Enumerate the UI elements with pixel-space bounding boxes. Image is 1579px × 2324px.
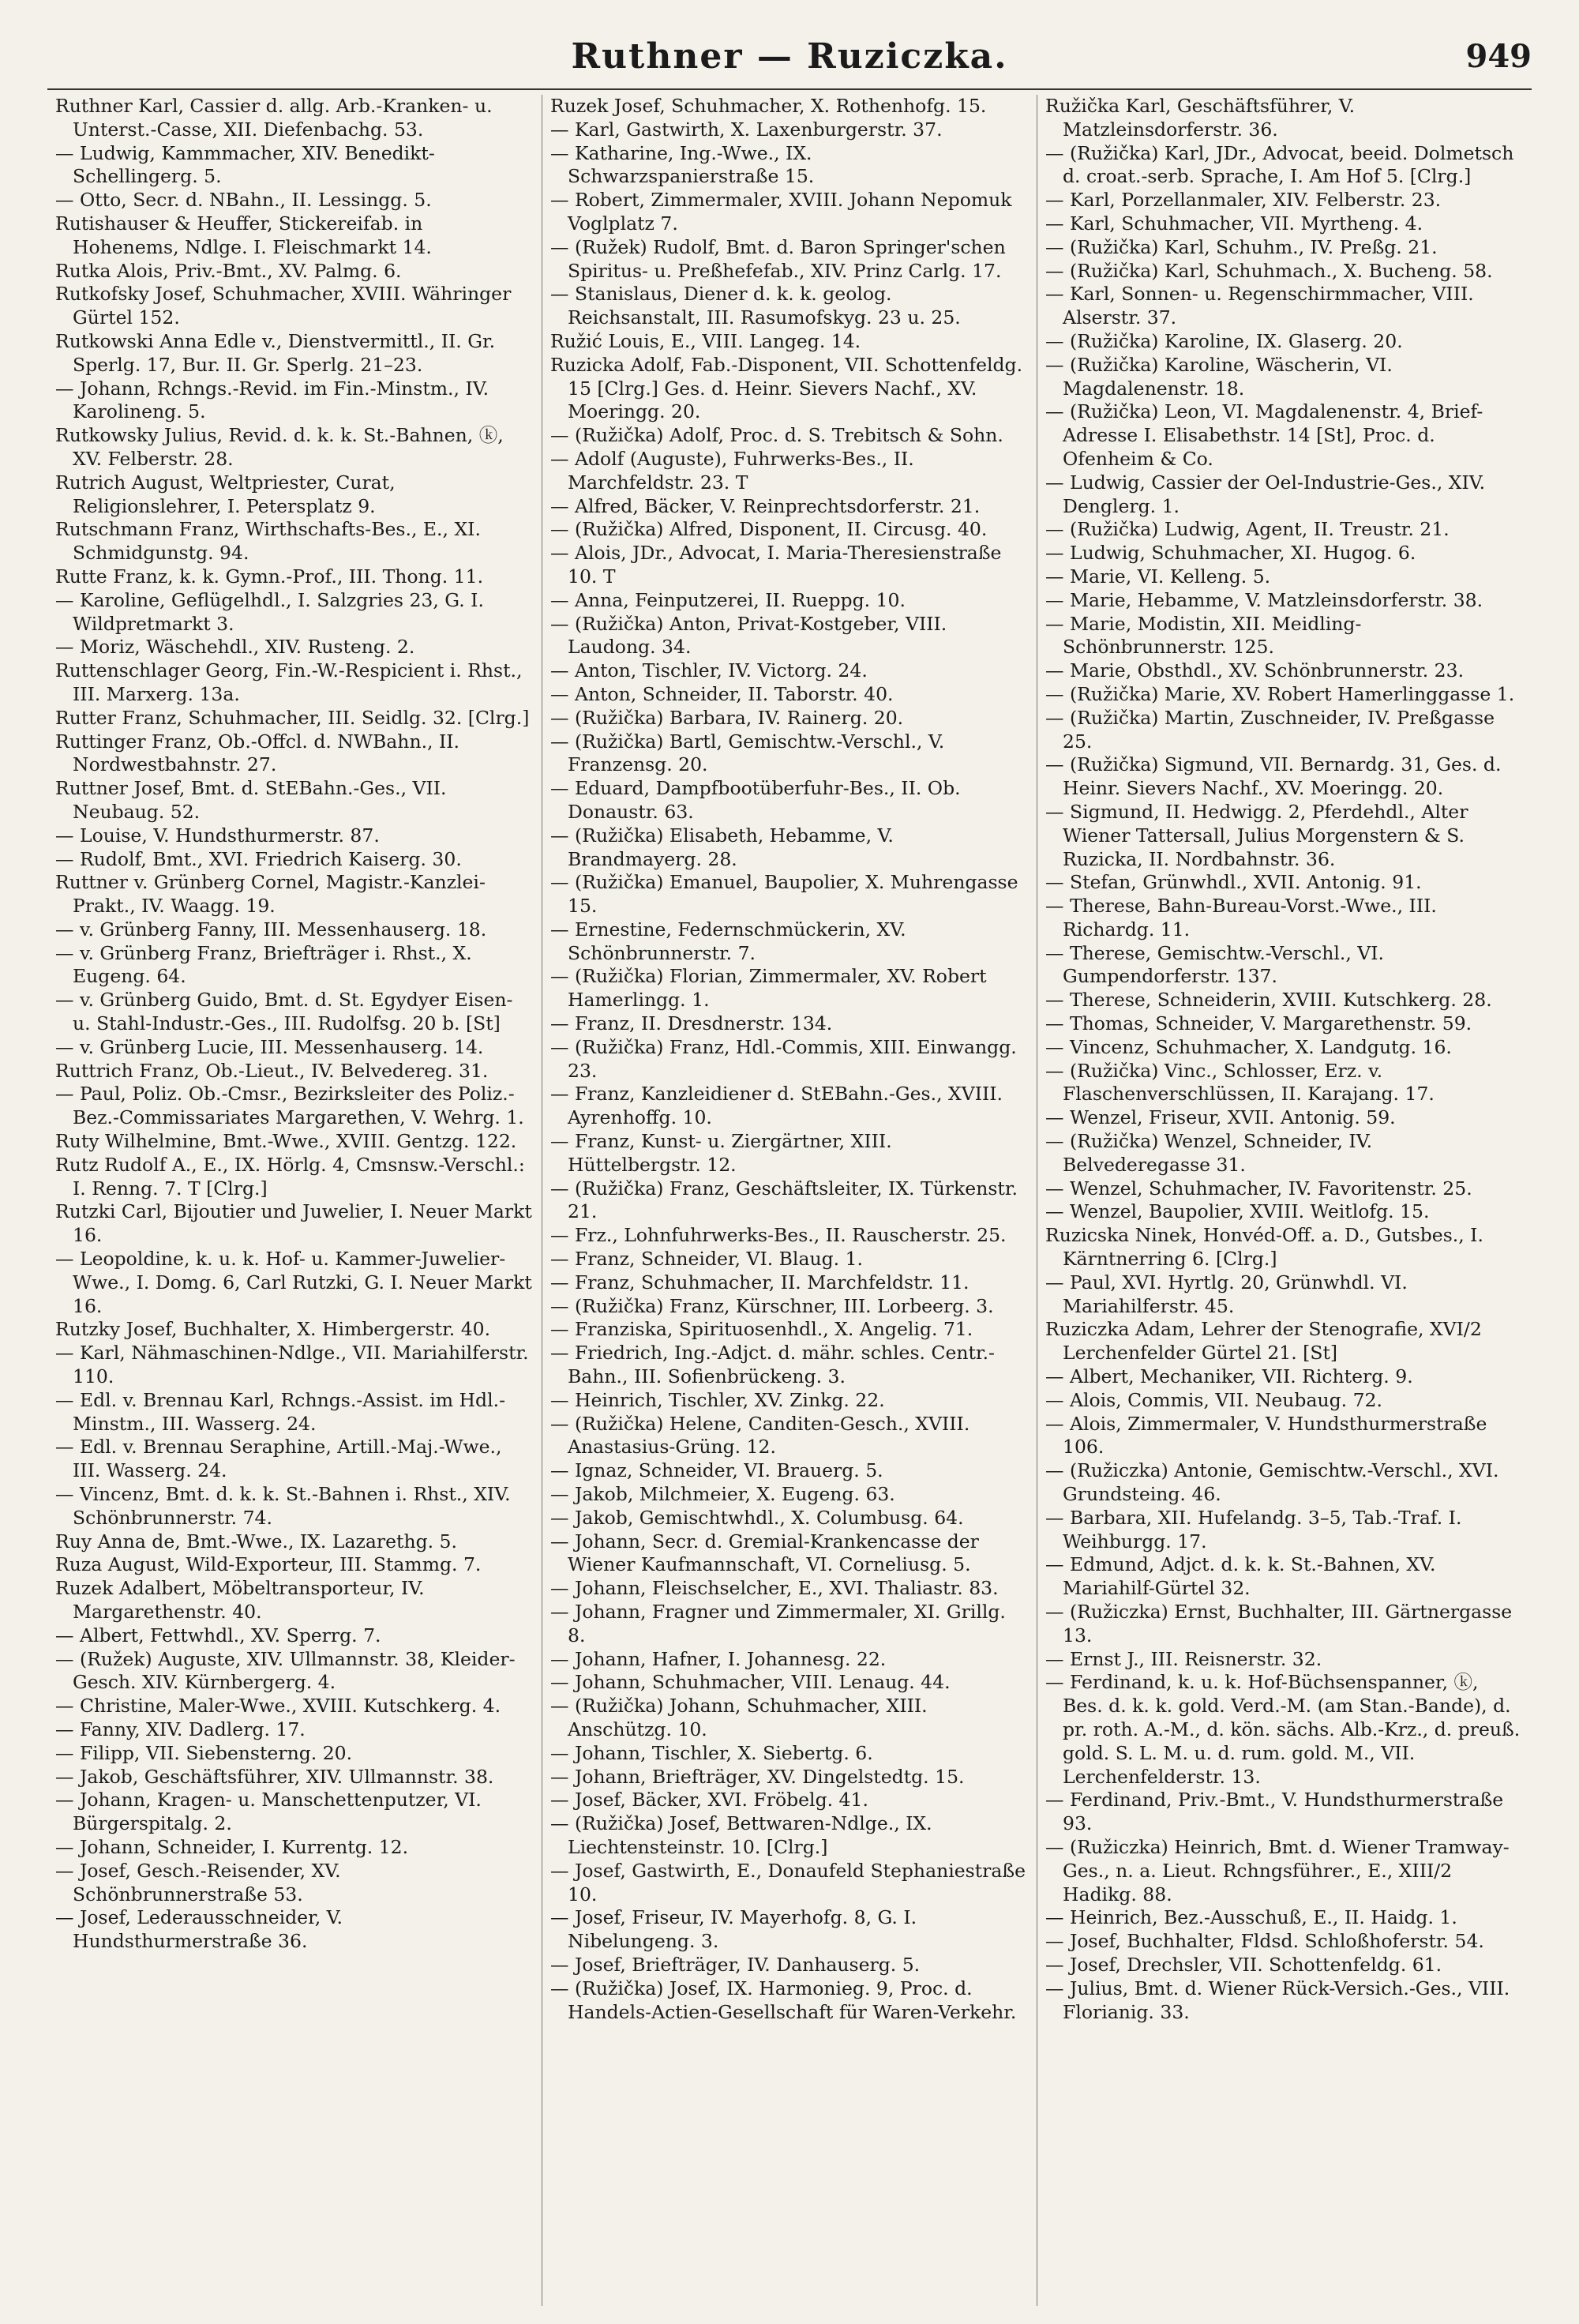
directory-entry: — Karl, Nähmaschinen-Ndlge., VII. Mariahilferstr. 110. — [55, 1342, 529, 1388]
directory-entry: Rutka Alois, Priv.-Bmt., XV. Palmg. 6. — [55, 259, 402, 282]
directory-entry: — (Ružička) Leon, VI. Magdalenenstr. 4, Brief-Adresse I. Elisabethstr. 14 [St], Proc. d. Ofenheim & Co. — [1045, 400, 1483, 470]
directory-entry: — Johann, Rchngs.-Revid. im Fin.-Minstm., IV. Karolineng. 5. — [55, 377, 489, 423]
directory-entry: — (Ružička) Franz, Hdl.-Commis, XIII. Einwangg. 23. — [550, 1035, 1017, 1082]
directory-entry: — Marie, VI. Kelleng. 5. — [1045, 565, 1271, 588]
directory-entry: — Edl. v. Brennau Seraphine, Artill.-Maj.-Wwe., III. Wasserg. 24. — [55, 1436, 502, 1482]
directory-entry: — (Ružička) Helene, Canditen-Gesch., XVIII. Anastasius-Grüng. 12. — [550, 1412, 970, 1459]
directory-entry: — (Ružička) Marie, XV. Robert Hamerlinggasse 1. — [1045, 682, 1515, 705]
directory-entry: — Rudolf, Bmt., XVI. Friedrich Kaiserg. 30. — [55, 847, 462, 870]
directory-entry: — (Ružička) Adolf, Proc. d. S. Trebitsch & Sohn. — [550, 424, 1003, 447]
directory-entry: Ruza August, Wild-Exporteur, III. Stammg. 7. — [55, 1553, 482, 1576]
directory-entry: — (Ružička) Franz, Kürschner, III. Lorbeerg. 3. — [550, 1294, 994, 1317]
directory-entry: — Therese, Bahn-Bureau-Vorst.-Wwe., III. Richardg. 11. — [1045, 895, 1437, 940]
directory-entry: — Ernestine, Federnschmückerin, XV. Schönbrunnerstr. 7. — [550, 918, 906, 964]
directory-entry: — Franz, Schneider, VI. Blaug. 1. — [550, 1248, 864, 1271]
directory-entry: Rutzky Josef, Buchhalter, X. Himbergerstr. 40. — [55, 1318, 491, 1341]
directory-entry: — Franz, II. Dresdnerstr. 134. — [550, 1012, 833, 1035]
directory-entry: — Albert, Fettwhdl., XV. Sperrg. 7. — [55, 1624, 381, 1646]
directory-entry: — Johann, Fragner und Zimmermaler, XI. Grillg. 8. — [550, 1601, 1006, 1646]
directory-entry: — Karoline, Geflügelhdl., I. Salzgries 23, G. I. Wildpretmarkt 3. — [55, 588, 484, 635]
directory-entry: Ružić Louis, E., VIII. Langeg. 14. — [550, 329, 861, 352]
page-header — [47, 32, 1532, 87]
directory-entry: — Josef, Gesch.-Reisender, XV. Schönbrunnerstraße 53. — [55, 1859, 341, 1905]
directory-entry: — (Ružička) Ludwig, Agent, II. Treustr. 21. — [1045, 518, 1450, 541]
directory-entry: — (Ružiczka) Antonie, Gemischtw.-Verschl., XVI. Grundsteing. 46. — [1045, 1459, 1499, 1506]
directory-entry: Ruzek Adalbert, Möbeltransporteur, IV. Margarethenstr. 40. — [55, 1577, 425, 1623]
directory-entry: — Johann, Schneider, I. Kurrentg. 12. — [55, 1835, 409, 1858]
directory-entry: — Franz, Kunst- u. Ziergärtner, XIII. Hüttelbergstr. 12. — [550, 1130, 892, 1176]
header-rule — [47, 88, 1532, 90]
directory-entry: — Jakob, Geschäftsführer, XIV. Ullmannstr. 38. — [55, 1765, 494, 1788]
directory-entry: — Johann, Hafner, I. Johannesg. 22. — [550, 1647, 887, 1670]
directory-entry: — Fanny, XIV. Dadlerg. 17. — [55, 1718, 306, 1740]
directory-entry: — Ludwig, Kammmacher, XIV. Benedikt-Schellingerg. 5. — [55, 141, 435, 188]
directory-entry: — (Ružička) Johann, Schuhmacher, XIII. Anschützg. 10. — [550, 1695, 928, 1740]
directory-entry: Ruttenschlager Georg, Fin.-W.-Respicient i. Rhst., III. Marxerg. 13a. — [55, 659, 523, 705]
directory-entry: — Franz, Schuhmacher, II. Marchfeldstr. 11. — [550, 1271, 970, 1293]
directory-entry: — (Ružička) Emanuel, Baupolier, X. Muhrengasse 15. — [550, 871, 1018, 918]
directory-entry: Ruzicska Ninek, Honvéd-Off. a. D., Gutsbes., I. Kärntnerring 6. [Clrg.] — [1045, 1224, 1483, 1271]
directory-entry: Rutkowsky Julius, Revid. d. k. k. St.-Bahnen, ⓚ, XV. Felberstr. 28. — [55, 424, 504, 470]
directory-entry: — (Ružička) Vinc., Schlosser, Erz. v. Flaschenverschlüssen, II. Karajang. 17. — [1045, 1059, 1435, 1106]
directory-entry: — Frz., Lohnfuhrwerks-Bes., II. Rauscherstr. 25. — [550, 1224, 1007, 1247]
directory-entry: — (Ružička) Sigmund, VII. Bernardg. 31, Ges. d. Heinr. Sievers Nachf., XV. Moeringg. 20. — [1045, 753, 1502, 800]
directory-entry: — Karl, Porzellanmaler, XIV. Felberstr. 23. — [1045, 189, 1442, 212]
directory-entry: — (Ružička) Florian, Zimmermaler, XV. Robert Hamerlingg. 1. — [550, 965, 987, 1012]
directory-entry: Rutkofsky Josef, Schuhmacher, XVIII. Währinger Gürtel 152. — [55, 283, 512, 329]
directory-entry: — Anton, Tischler, IV. Victorg. 24. — [550, 659, 868, 682]
directory-entry: — Franziska, Spirituosenhdl., X. Angelig. 71. — [550, 1318, 973, 1341]
directory-entry: Rutz Rudolf A., E., IX. Hörlg. 4, Cmsnsw.-Verschl.: I. Renng. 7. T [Clrg.] — [55, 1153, 525, 1200]
directory-entry: — Paul, XVI. Hyrtlg. 20, Grünwhdl. VI. Mariahilferstr. 45. — [1045, 1271, 1408, 1317]
directory-entry: — Adolf (Auguste), Fuhrwerks-Bes., II. Marchfeldstr. 23. T — [550, 447, 914, 494]
directory-entry: — Edmund, Adjct. d. k. k. St.-Bahnen, XV. Mariahilf-Gürtel 32. — [1045, 1553, 1436, 1600]
directory-entry: — (Ružiczka) Ernst, Buchhalter, III. Gärtnergasse 13. — [1045, 1601, 1513, 1646]
directory-entry: Rutter Franz, Schuhmacher, III. Seidlg. 32. [Clrg.] — [55, 706, 530, 729]
directory-entry: — Karl, Gastwirth, X. Laxenburgerstr. 37. — [550, 118, 943, 141]
directory-entry: — Stefan, Grünwhdl., XVII. Antonig. 91. — [1045, 871, 1422, 894]
directory-entry: — (Ružiczka) Heinrich, Bmt. d. Wiener Tramway-Ges., n. a. Lieut. Rchngsführer., E., XIII/2 Hadikg. 88. — [1045, 1835, 1510, 1905]
directory-entry: — Albert, Mechaniker, VII. Richterg. 9. — [1045, 1365, 1413, 1388]
directory-entry: Ruty Wilhelmine, Bmt.-Wwe., XVIII. Gentzg. 122. — [55, 1130, 517, 1153]
directory-entry: — Eduard, Dampfbootüberfuhr-Bes., II. Ob. Donaustr. 63. — [550, 777, 961, 823]
directory-entry: — Josef, Buchhalter, Fldsd. Schloßhoferstr. 54. — [1045, 1930, 1484, 1953]
directory-entry: — Ludwig, Schuhmacher, XI. Hugog. 6. — [1045, 542, 1416, 565]
directory-entry: — Alois, Zimmermaler, V. Hundsthurmerstraße 106. — [1045, 1412, 1487, 1459]
directory-entry: Rutrich August, Weltpriester, Curat, Religionslehrer, I. Petersplatz 9. — [55, 471, 396, 517]
directory-entry: Ruthner Karl, Cassier d. allg. Arb.-Kranken- u. Unterst.-Casse, XII. Diefenbachg. 53. — [55, 95, 493, 141]
directory-entry: — Johann, Secr. d. Gremial-Krankencasse der Wiener Kaufmannschaft, VI. Corneliusg. 5. — [550, 1530, 979, 1576]
directory-entry: — Robert, Zimmermaler, XVIII. Johann Nepomuk Voglplatz 7. — [550, 189, 1012, 235]
directory-entry: — Stanislaus, Diener d. k. k. geolog. Reichsanstalt, III. Rasumofskyg. 23 u. 25. — [550, 283, 961, 329]
column-left — [47, 95, 542, 2306]
directory-entry: — Alfred, Bäcker, V. Reinprechtsdorferstr. 21. — [550, 494, 981, 517]
directory-entry: — (Ružička) Elisabeth, Hebamme, V. Brandmayerg. 28. — [550, 824, 894, 870]
directory-entry: — Josef, Bäcker, XVI. Fröbelg. 41. — [550, 1789, 868, 1812]
directory-entry: — Julius, Bmt. d. Wiener Rück-Versich.-Ges., VIII. Florianig. 33. — [1045, 1977, 1510, 2023]
column-middle — [542, 95, 1037, 2306]
directory-entry: Rutschmann Franz, Wirthschafts-Bes., E., XI. Schmidgunstg. 94. — [55, 518, 481, 565]
directory-entry: — (Ružička) Alfred, Disponent, II. Circusg. 40. — [550, 518, 988, 541]
directory-entry: — Josef, Friseur, IV. Mayerhofg. 8, G. I. Nibelungeng. 3. — [550, 1906, 917, 1953]
directory-entry: — Ernst J., III. Reisnerstr. 32. — [1045, 1647, 1322, 1670]
directory-entry: — (Ružička) Karoline, Wäscherin, VI. Magdalenenstr. 18. — [1045, 353, 1393, 400]
directory-entry: Rutkowski Anna Edle v., Dienstvermittl., II. Gr. Sperlg. 17, Bur. II. Gr. Sperlg. 21–23. — [55, 329, 496, 376]
directory-entry: — Friedrich, Ing.-Adjct. d. mähr. schles. Centr.-Bahn., III. Sofienbrückeng. 3. — [550, 1342, 995, 1388]
directory-entry: — Otto, Secr. d. NBahn., II. Lessingg. 5. — [55, 189, 432, 212]
directory-entry: — Ludwig, Cassier der Oel-Industrie-Ges., XIV. Denglerg. 1. — [1045, 471, 1486, 517]
directory-entry: — v. Grünberg Franz, Briefträger i. Rhst., X. Eugeng. 64. — [55, 941, 472, 988]
directory-entry: — (Ružička) Karoline, IX. Glaserg. 20. — [1045, 329, 1403, 352]
directory-entry: — Thomas, Schneider, V. Margarethenstr. 59. — [1045, 1012, 1472, 1035]
directory-entry: — Wenzel, Schuhmacher, IV. Favoritenstr. 25. — [1045, 1177, 1472, 1200]
directory-entry: — Filipp, VII. Siebensterng. 20. — [55, 1741, 353, 1764]
directory-entry: — Jakob, Gemischtwhdl., X. Columbusg. 64. — [550, 1506, 964, 1529]
directory-entry: — Vincenz, Schuhmacher, X. Landgutg. 16. — [1045, 1035, 1452, 1058]
directory-entry: — Johann, Fleischselcher, E., XVI. Thaliastr. 83. — [550, 1577, 999, 1600]
directory-entry: — Josef, Drechsler, VII. Schottenfeldg. 61. — [1045, 1953, 1442, 1976]
directory-entry: Ruy Anna de, Bmt.-Wwe., IX. Lazarethg. 5. — [55, 1530, 457, 1552]
directory-entry: — v. Grünberg Lucie, III. Messenhauserg. 14. — [55, 1035, 484, 1058]
directory-entry: — Katharine, Ing.-Wwe., IX. Schwarzspanierstraße 15. — [550, 141, 815, 188]
directory-entry: — v. Grünberg Guido, Bmt. d. St. Egydyer Eisen- u. Stahl-Industr.-Ges., III. Rudolfsg. 20 b. [St] — [55, 989, 513, 1035]
directory-entry: Ružička Karl, Geschäftsführer, V. Matzleinsdorferstr. 36. — [1045, 95, 1356, 141]
directory-entry: — Therese, Schneiderin, XVIII. Kutschkerg. 28. — [1045, 989, 1492, 1012]
directory-entry: — (Ružička) Karl, JDr., Advocat, beeid. Dolmetsch d. croat.-serb. Sprache, I. Am Hof 5. [Clrg.] — [1045, 141, 1514, 188]
directory-entry: — Karl, Sonnen- u. Regenschirmmacher, VIII. Alserstr. 37. — [1045, 283, 1474, 329]
directory-entry: — Karl, Schuhmacher, VII. Myrtheng. 4. — [1045, 212, 1423, 235]
directory-entry: — Marie, Obsthdl., XV. Schönbrunnerstr. 23. — [1045, 659, 1465, 682]
directory-entry: — Alois, JDr., Advocat, I. Maria-Theresienstraße 10. T — [550, 542, 1002, 588]
directory-entry: — Wenzel, Baupolier, XVIII. Weitlofg. 15. — [1045, 1200, 1430, 1223]
directory-entry: — Johann, Kragen- u. Manschettenputzer, VI. Bürgerspitalg. 2. — [55, 1789, 482, 1835]
directory-entry: — Ferdinand, k. u. k. Hof-Büchsenspanner, ⓚ, Bes. d. k. k. gold. Verd.-M. (am Stan.-Bande), d. pr. roth. A.-M., d. kön. sächs. Alb.-Krz., d. preuß. gold. S. L. M. u. d. rum. gold. M., VII. Lerchenfelderstr. 13. — [1045, 1671, 1521, 1788]
directory-entry: — Alois, Commis, VII. Neubaug. 72. — [1045, 1388, 1382, 1411]
directory-entry: — (Ružička) Josef, Bettwaren-Ndlge., IX. Liechtensteinstr. 10. [Clrg.] — [550, 1812, 932, 1858]
directory-entry: — (Ružek) Rudolf, Bmt. d. Baron Springer'schen Spiritus- u. Preßhefefab., XIV. Prinz Carlg. 17. — [550, 235, 1006, 282]
page-title: Ruthner — Ruziczka. — [571, 36, 1008, 77]
directory-entry: — Vincenz, Bmt. d. k. k. St.-Bahnen i. Rhst., XIV. Schönbrunnerstr. 74. — [55, 1483, 511, 1529]
directory-entry: — (Ružička) Karl, Schuhm., IV. Preßg. 21. — [1045, 235, 1438, 258]
directory-entry: Rutishauser & Heuffer, Stickereifab. in Hohenems, Ndlge. I. Fleischmarkt 14. — [55, 212, 432, 258]
column-right — [1037, 95, 1532, 2306]
directory-entry: — Marie, Modistin, XII. Meidling-Schönbrunnerstr. 125. — [1045, 612, 1362, 659]
directory-entry: — Josef, Lederausschneider, V. Hundsthurmerstraße 36. — [55, 1906, 343, 1953]
directory-entry: — Paul, Poliz. Ob.-Cmsr., Bezirksleiter des Poliz.-Bez.-Commissariates Margarethen, V. Wehrg. 1. — [55, 1083, 524, 1129]
directory-entry: Rutzki Carl, Bijoutier und Juwelier, I. Neuer Markt 16. — [55, 1200, 532, 1247]
directory-entry: — Marie, Hebamme, V. Matzleinsdorferstr. 38. — [1045, 588, 1483, 611]
directory-entry: Rutte Franz, k. k. Gymn.-Prof., III. Thong. 11. — [55, 565, 484, 588]
directory-entry: — Ignaz, Schneider, VI. Brauerg. 5. — [550, 1459, 883, 1482]
directory-entry: — (Ružička) Josef, IX. Harmonieg. 9, Proc. d. Handels-Actien-Gesellschaft für Waren-Verkehr. — [550, 1977, 1017, 2023]
directory-entry: — Edl. v. Brennau Karl, Rchngs.-Assist. im Hdl.-Minstm., III. Wasserg. 24. — [55, 1388, 506, 1435]
directory-entry: — (Ružička) Martin, Zuschneider, IV. Preßgasse 25. — [1045, 706, 1495, 753]
directory-entry: — Ferdinand, Priv.-Bmt., V. Hundsthurmerstraße 93. — [1045, 1789, 1504, 1835]
directory-entry: — Therese, Gemischtw.-Verschl., VI. Gumpendorferstr. 137. — [1045, 941, 1385, 988]
directory-entry: — Franz, Kanzleidiener d. StEBahn.-Ges., XVIII. Ayrenhoffg. 10. — [550, 1083, 1003, 1129]
directory-entry: Ruzicka Adolf, Fab.-Disponent, VII. Schottenfeldg. 15 [Clrg.] Ges. d. Heinr. Sievers Nachf., XV. Moeringg. 20. — [550, 353, 1023, 423]
directory-entry: Ruttner v. Grünberg Cornel, Magistr.-Kanzlei-Prakt., IV. Waagg. 19. — [55, 871, 486, 918]
directory-entry: — Anna, Feinputzerei, II. Rueppg. 10. — [550, 588, 906, 611]
directory-entry: — (Ružička) Anton, Privat-Kostgeber, VIII. Laudong. 34. — [550, 612, 947, 659]
directory-entry: — Leopoldine, k. u. k. Hof- u. Kammer-Juwelier-Wwe., I. Domg. 6, Carl Rutzki, G. I. Neuer Markt 16. — [55, 1248, 532, 1317]
directory-entry: — Johann, Briefträger, XV. Dingelstedtg. 15. — [550, 1765, 965, 1788]
directory-entry: — (Ružek) Auguste, XIV. Ullmannstr. 38, Kleider-Gesch. XIV. Kürnbergerg. 4. — [55, 1647, 516, 1694]
directory-entry: — Anton, Schneider, II. Taborstr. 40. — [550, 682, 894, 705]
directory-entry: — (Ružička) Barbara, IV. Rainerg. 20. — [550, 706, 904, 729]
directory-entry: — (Ružička) Bartl, Gemischtw.-Verschl., V. Franzensg. 20. — [550, 730, 945, 776]
directory-entry: — Barbara, XII. Hufelandg. 3–5, Tab.-Traf. I. Weihburgg. 17. — [1045, 1506, 1462, 1552]
directory-entry: — (Ružička) Franz, Geschäftsleiter, IX. Türkenstr. 21. — [550, 1177, 1018, 1223]
directory-entry: — Josef, Gastwirth, E., Donaufeld Stephaniestraße 10. — [550, 1859, 1026, 1905]
directory-entry: Ruzek Josef, Schuhmacher, X. Rothenhofg. 15. — [550, 95, 987, 117]
directory-entry: — Jakob, Milchmeier, X. Eugeng. 63. — [550, 1483, 895, 1506]
directory-entry: — Heinrich, Tischler, XV. Zinkg. 22. — [550, 1388, 885, 1411]
directory-entry: — Heinrich, Bez.-Ausschuß, E., II. Haidg. 1. — [1045, 1906, 1457, 1929]
directory-entry: Ruttrich Franz, Ob.-Lieut., IV. Belvedereg. 31. — [55, 1059, 489, 1082]
directory-entry: — Moriz, Wäschehdl., XIV. Rusteng. 2. — [55, 636, 415, 659]
directory-entry: Ruttinger Franz, Ob.-Offcl. d. NWBahn., II. Nordwestbahnstr. 27. — [55, 730, 460, 776]
directory-entry: — (Ružička) Karl, Schuhmach., X. Bucheng. 58. — [1045, 259, 1493, 282]
directory-columns — [47, 95, 1532, 2306]
directory-entry: — Johann, Tischler, X. Siebertg. 6. — [550, 1741, 873, 1764]
directory-entry: — Christine, Maler-Wwe., XVIII. Kutschkerg. 4. — [55, 1695, 501, 1718]
directory-entry: — Wenzel, Friseur, XVII. Antonig. 59. — [1045, 1106, 1396, 1129]
directory-entry: — Johann, Schuhmacher, VIII. Lenaug. 44. — [550, 1671, 951, 1694]
directory-entry: — Louise, V. Hundsthurmerstr. 87. — [55, 824, 380, 847]
directory-entry: Ruttner Josef, Bmt. d. StEBahn.-Ges., VII. Neubaug. 52. — [55, 777, 447, 823]
directory-entry: — v. Grünberg Fanny, III. Messenhauserg. 18. — [55, 918, 487, 940]
directory-entry: Ruziczka Adam, Lehrer der Stenografie, XVI/2 Lerchenfelder Gürtel 21. [St] — [1045, 1318, 1482, 1365]
directory-entry: — Sigmund, II. Hedwigg. 2, Pferdehdl., Alter Wiener Tattersall, Julius Morgenstern & S. Ruzicka, II. Nordbahnstr. 36. — [1045, 800, 1468, 870]
page-number: 949 — [1465, 38, 1532, 75]
directory-entry: — Josef, Briefträger, IV. Danhauserg. 5. — [550, 1953, 921, 1976]
directory-entry: — (Ružička) Wenzel, Schneider, IV. Belvederegasse 31. — [1045, 1130, 1373, 1176]
